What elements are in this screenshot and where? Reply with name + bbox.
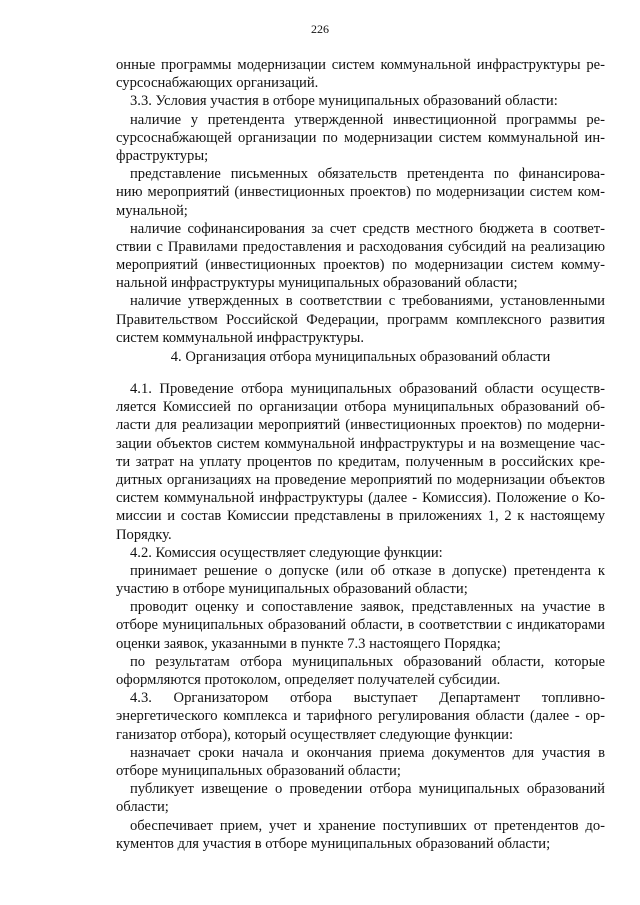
- text-line: ганизатор отбора), который осуществляет следующие функции:: [116, 726, 513, 743]
- text-line: 4.1. Проведение отбора муниципальных образований области осуществ-: [130, 381, 605, 397]
- text-line: 4.3. Организатором отбора выступает Департамент топливно-: [130, 690, 605, 707]
- text-line: миссии и состав Комиссии представлены в приложениях 1, 2 к настоящему: [116, 508, 605, 525]
- text-line: наличие утвержденных в соответствии с требованиями, установленными: [130, 293, 605, 310]
- text-line: мероприятий (инвестиционных проектов) по модернизации систем комму-: [116, 257, 605, 274]
- text-line: кументов для участия в отборе муниципальных образований области;: [116, 835, 551, 852]
- text-line: онные программы модернизации систем коммунальной инфраструктуры ре-: [116, 57, 605, 73]
- text-line: области;: [116, 799, 169, 816]
- text-line: проводит оценку и сопоставление заявок, представленных на участие в: [130, 599, 605, 616]
- text-line: энергетического комплекса и тарифного регулирования области (далее - ор-: [116, 708, 605, 725]
- text-line: фраструктуры;: [116, 147, 209, 164]
- text-line: сурсоснабжающих организаций.: [116, 75, 319, 92]
- text-line: дитных организациях на проведение мероприятий по модернизации объектов: [116, 471, 605, 488]
- section-4-body: [116, 380, 605, 853]
- section-4-heading: 4. Организация отбора муниципальных образований области: [170, 349, 551, 365]
- section-3-3-conditions: [116, 56, 605, 347]
- page-number: 226: [311, 22, 329, 36]
- text-line: зации объектов систем коммунальной инфраструктуры и на возмещение час-: [116, 435, 605, 452]
- text-line: сурсоснабжающей организации по модернизации систем коммунальной ин-: [116, 129, 605, 146]
- text-line: отборе муниципальных образований области;: [116, 762, 401, 779]
- text-line: оценки заявок, указанными в пункте 7.3 настоящего Порядка;: [116, 635, 501, 652]
- text-line: участию в отборе муниципальных образований области;: [116, 581, 468, 598]
- text-line: систем коммунальной инфраструктуры (далее - Комиссия). Положение о Ко-: [116, 490, 605, 507]
- text-line: обеспечивает прием, учет и хранение поступивших от претендентов до-: [130, 817, 605, 834]
- text-line: публикует извещение о проведении отбора муниципальных образований: [130, 781, 605, 798]
- text-line: по результатам отбора муниципальных образований области, которые: [130, 653, 605, 670]
- text-line: мунальной;: [116, 202, 188, 219]
- text-line: систем коммунальной инфраструктуры.: [116, 329, 364, 346]
- text-line: наличие софинансирования за счет средств местного бюджета в соответ-: [130, 220, 605, 237]
- text-line: наличие у претендента утвержденной инвестиционной программы ре-: [130, 111, 605, 128]
- text-line: ласти для реализации мероприятий (инвестиционных проектов) по модерни-: [116, 417, 605, 434]
- text-line: оформляются протоколом, определяет получателей субсидии.: [116, 672, 501, 688]
- text-line: нию мероприятий (инвестиционных проектов) по модернизации систем ком-: [116, 184, 605, 201]
- text-line: Правительством Российской Федерации, программ комплексного развития: [116, 311, 605, 328]
- text-line: ствии с Правилами предоставления и расходования субсидий на реализацию: [116, 238, 605, 255]
- text-line: представление письменных обязательств претендента по финансирова-: [130, 166, 605, 183]
- text-line: принимает решение о допуске (или об отказе в допуске) претендента к: [130, 562, 605, 579]
- text-line: ти затрат на уплату процентов по кредитам, полученным в российских кре-: [116, 453, 605, 470]
- text-line: нальной инфраструктуры муниципальных образований области;: [116, 275, 518, 292]
- text-line: отборе муниципальных образований области, в соответствии с индикаторами: [116, 617, 605, 634]
- text-line: Порядку.: [116, 526, 172, 543]
- text-line: ляется Комиссией по организации отбора муниципальных образований об-: [116, 399, 605, 416]
- text-line: назначает сроки начала и окончания приема документов для участия в: [130, 744, 605, 761]
- text-line: 3.3. Условия участия в отборе муниципальных образований области:: [130, 93, 558, 110]
- text-line: 4.2. Комиссия осуществляет следующие функции:: [130, 544, 443, 561]
